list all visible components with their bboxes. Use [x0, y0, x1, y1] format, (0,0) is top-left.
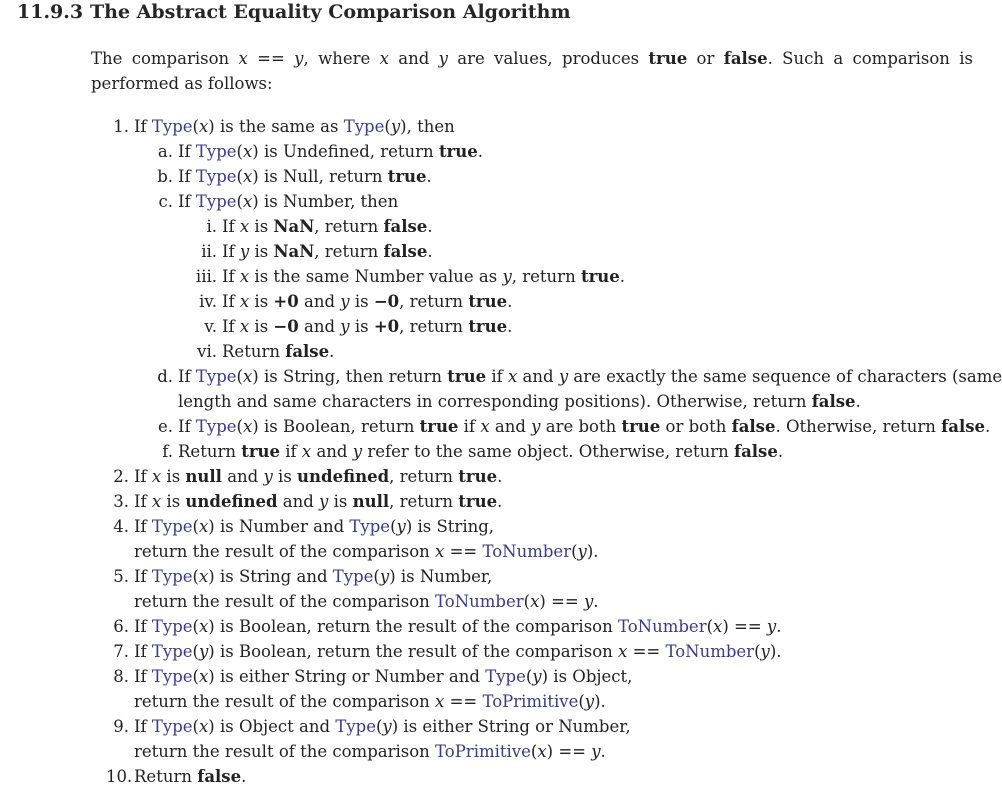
spec-link[interactable]: ToPrimitive — [482, 692, 579, 711]
step-text: return the result of the comparison x == ToNumber(y). — [134, 542, 599, 561]
keyword-value: NaN — [273, 217, 315, 236]
spec-link[interactable]: Type — [195, 142, 237, 161]
variable: x — [151, 467, 162, 486]
variable: x — [507, 367, 518, 386]
step-text: If x is −0 and y is +0, return true. — [222, 317, 513, 336]
spec-link[interactable]: ToNumber — [618, 617, 707, 636]
step-item — [150, 139, 483, 164]
variable: x — [530, 592, 540, 611]
spec-link[interactable]: Type — [343, 117, 385, 136]
step-item — [150, 189, 398, 214]
step-item — [106, 614, 782, 639]
spec-link[interactable]: Type — [195, 167, 237, 186]
variable: y — [532, 667, 542, 686]
spec-link[interactable]: Type — [151, 567, 193, 586]
step-item — [106, 714, 631, 739]
keyword-value: undefined — [185, 492, 278, 511]
step-text: If x is NaN, return false. — [222, 217, 433, 236]
variable: x — [435, 692, 445, 711]
step-item — [150, 439, 783, 464]
keyword-value: true — [468, 292, 508, 311]
step-text: Return false. — [222, 342, 335, 361]
variable: y — [766, 617, 777, 636]
step-marker: v. — [204, 317, 217, 336]
keyword-value: true — [621, 417, 661, 436]
step-text: If y is NaN, return false. — [222, 242, 433, 261]
step-item — [106, 464, 502, 489]
step-continuation — [134, 539, 599, 564]
keyword-value: false — [723, 49, 768, 68]
keyword-value: true — [458, 492, 498, 511]
step-text: If Type(x) is the same as Type(y), then — [134, 117, 455, 136]
variable: y — [531, 417, 541, 436]
step-text: If x is null and y is undefined, return true. — [134, 467, 503, 486]
keyword-value: true — [419, 417, 459, 436]
step-text: If x is undefined and y is null, return true. — [134, 492, 503, 511]
variable: x — [239, 267, 250, 286]
variable: y — [558, 367, 569, 386]
variable: x — [618, 642, 628, 661]
variable: x — [238, 49, 248, 68]
keyword-value: +0 — [273, 292, 299, 311]
step-continuation — [134, 589, 599, 614]
step-text: If Type(x) is Number and Type(y) is String, — [134, 517, 495, 536]
spec-link[interactable]: Type — [195, 367, 237, 386]
spec-link[interactable]: Type — [151, 117, 193, 136]
keyword-value: undefined — [297, 467, 390, 486]
variable: x — [379, 49, 389, 68]
keyword-value: false — [383, 217, 428, 236]
variable: x — [480, 417, 490, 436]
step-item — [106, 764, 246, 789]
keyword-value: −0 — [373, 292, 400, 311]
step-item — [106, 489, 502, 514]
spec-link[interactable]: Type — [151, 717, 193, 736]
variable: x — [198, 617, 209, 636]
keyword-value: false — [285, 342, 330, 361]
step-text: If Type(x) is Undefined, return true. — [178, 142, 483, 161]
section-title: The Abstract Equality Comparison Algorithm — [90, 1, 571, 23]
step-marker: b. — [157, 167, 173, 186]
step-marker: ii. — [201, 242, 217, 261]
step-item — [150, 414, 990, 439]
step-marker: 8. — [113, 667, 129, 686]
step-marker: 6. — [113, 617, 129, 636]
variable: x — [242, 192, 253, 211]
step-item — [190, 264, 625, 289]
keyword-value: null — [352, 492, 390, 511]
step-text: return the result of the comparison ToNumber(x) == y. — [134, 592, 599, 611]
step-marker: 1. — [113, 117, 129, 136]
variable: y — [198, 642, 209, 661]
step-marker: 2. — [113, 467, 129, 486]
step-item — [190, 314, 512, 339]
keyword-value: true — [468, 317, 508, 336]
step-item — [106, 639, 782, 664]
variable: x — [242, 417, 253, 436]
keyword-value: true — [387, 167, 427, 186]
spec-link[interactable]: Type — [151, 517, 193, 536]
keyword-value: true — [458, 467, 498, 486]
keyword-value: false — [197, 767, 242, 786]
step-marker: f. — [162, 442, 173, 461]
step-text: If Type(x) is Boolean, return true if x and y are both true or both false. Otherwise, return false. — [178, 417, 991, 436]
keyword-value: true — [580, 267, 620, 286]
variable: y — [396, 517, 406, 536]
step-item — [106, 664, 632, 689]
keyword-value: +0 — [373, 317, 400, 336]
keyword-value: false — [733, 442, 778, 461]
variable: y — [352, 442, 363, 461]
spec-link[interactable]: Type — [349, 517, 391, 536]
step-continuation — [178, 389, 861, 414]
variable: x — [239, 292, 250, 311]
variable: y — [379, 567, 390, 586]
step-item — [106, 514, 494, 539]
step-marker: d. — [157, 367, 173, 386]
keyword-value: false — [383, 242, 428, 261]
step-marker: vi. — [197, 342, 217, 361]
keyword-value: false — [941, 417, 986, 436]
step-marker: i. — [206, 217, 217, 236]
variable: y — [239, 242, 250, 261]
section-heading — [17, 1, 571, 23]
keyword-value: true — [241, 442, 281, 461]
variable: x — [713, 617, 723, 636]
variable: y — [760, 642, 770, 661]
variable: x — [198, 567, 209, 586]
step-marker: iii. — [195, 267, 217, 286]
variable: x — [198, 517, 209, 536]
variable: x — [242, 142, 253, 161]
variable: y — [340, 317, 350, 336]
variable: x — [239, 317, 250, 336]
step-marker: 3. — [113, 492, 129, 511]
step-marker: e. — [157, 417, 173, 436]
variable: x — [435, 542, 445, 561]
keyword-value: −0 — [273, 317, 299, 336]
spec-link[interactable]: Type — [151, 642, 193, 661]
step-item — [106, 564, 492, 589]
step-item — [190, 289, 512, 314]
spec-link[interactable]: Type — [195, 192, 237, 211]
step-continuation — [134, 739, 606, 764]
variable: y — [584, 692, 595, 711]
step-text: If Type(x) is either String or Number and Type(y) is Object, — [134, 667, 633, 686]
spec-link[interactable]: ToPrimitive — [435, 742, 531, 761]
step-text: Return false. — [134, 767, 247, 786]
variable: y — [319, 492, 329, 511]
keyword-value: NaN — [273, 242, 315, 261]
spec-link[interactable]: Type — [195, 417, 237, 436]
step-text: The comparison x == y, where x and y are values, produces true or false. Such a comparison is performed as follows: — [91, 49, 973, 93]
variable: y — [591, 742, 601, 761]
variable: y — [390, 117, 401, 136]
step-item — [106, 114, 455, 139]
keyword-value: true — [438, 142, 478, 161]
spec-link[interactable]: Type — [151, 667, 193, 686]
step-item — [150, 164, 432, 189]
step-text: If Type(x) is String and Type(y) is Number, — [134, 567, 493, 586]
spec-link[interactable]: ToNumber — [665, 642, 755, 661]
step-marker: 4. — [113, 517, 129, 536]
step-text: length and same characters in corresponding positions). Otherwise, return false. — [178, 392, 861, 411]
spec-link[interactable]: ToNumber — [435, 592, 524, 611]
keyword-value: false — [731, 417, 776, 436]
variable: x — [301, 442, 312, 461]
step-marker: 7. — [113, 642, 129, 661]
variable: y — [502, 267, 512, 286]
step-text: If Type(y) is Boolean, return the result of the comparison x == ToNumber(y). — [134, 642, 782, 661]
keyword-value: true — [648, 49, 688, 68]
step-item — [150, 364, 1002, 389]
keyword-value: null — [185, 467, 222, 486]
variable: x — [198, 717, 209, 736]
step-item — [190, 339, 334, 364]
spec-link[interactable]: Type — [151, 617, 193, 636]
variable: x — [239, 217, 250, 236]
keyword-value: false — [811, 392, 856, 411]
step-marker: a. — [157, 142, 173, 161]
variable: x — [198, 117, 209, 136]
variable: x — [242, 367, 253, 386]
variable: y — [263, 467, 273, 486]
keyword-value: true — [447, 367, 487, 386]
spec-link[interactable]: Type — [485, 667, 526, 686]
step-text: If Type(x) is Null, return true. — [178, 167, 432, 186]
variable: x — [537, 742, 547, 761]
variable: y — [438, 49, 448, 68]
variable: y — [294, 49, 304, 68]
variable: y — [340, 292, 350, 311]
spec-link[interactable]: ToNumber — [482, 542, 572, 561]
step-marker: c. — [158, 192, 173, 211]
step-text: Return true if x and y refer to the same object. Otherwise, return false. — [178, 442, 784, 461]
spec-link[interactable]: Type — [332, 567, 374, 586]
step-item — [190, 214, 433, 239]
step-text: return the result of the comparison ToPrimitive(x) == y. — [134, 742, 606, 761]
section-number: 11.9.3 — [17, 1, 84, 23]
step-text: If x is +0 and y is −0, return true. — [222, 292, 513, 311]
step-marker: 5. — [113, 567, 129, 586]
variable: y — [577, 542, 587, 561]
step-continuation — [134, 689, 606, 714]
step-marker: iv. — [199, 292, 217, 311]
variable: y — [382, 717, 392, 736]
step-text: If Type(x) is String, then return true if x and y are exactly the same sequence of characters (same — [178, 367, 1002, 386]
variable: x — [198, 667, 209, 686]
variable: x — [151, 492, 162, 511]
spec-link[interactable]: Type — [335, 717, 376, 736]
variable: x — [242, 167, 253, 186]
variable: y — [583, 592, 594, 611]
step-text: If x is the same Number value as y, return true. — [222, 267, 626, 286]
step-item — [190, 239, 433, 264]
step-text: If Type(x) is Object and Type(y) is either String or Number, — [134, 717, 631, 736]
intro-paragraph — [91, 46, 973, 96]
step-text: return the result of the comparison x == ToPrimitive(y). — [134, 692, 606, 711]
step-text: If Type(x) is Number, then — [178, 192, 399, 211]
step-marker: 9. — [113, 717, 129, 736]
step-text: If Type(x) is Boolean, return the result of the comparison ToNumber(x) == y. — [134, 617, 782, 636]
step-marker: 10. — [106, 767, 133, 786]
